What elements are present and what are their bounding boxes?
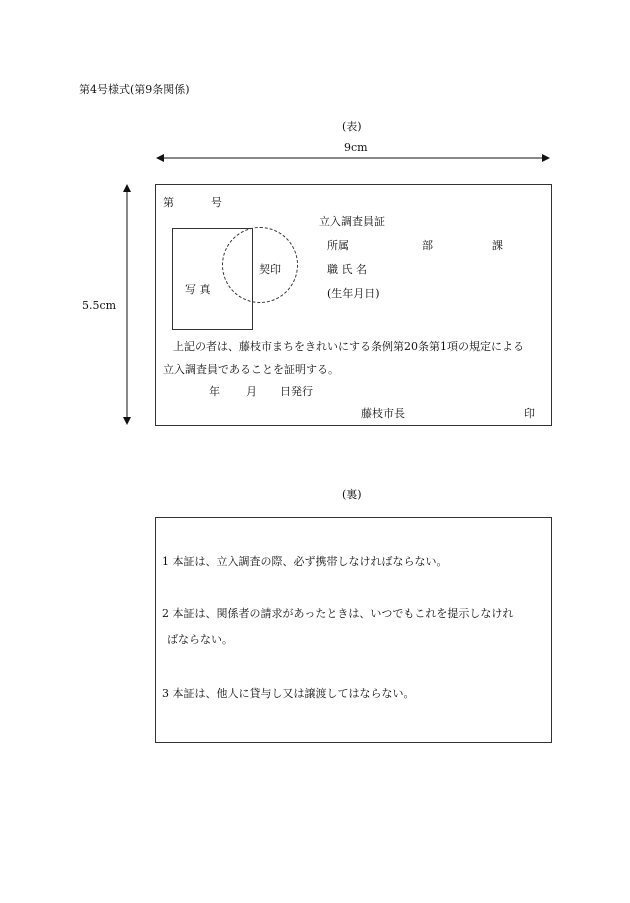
month-label: 月 <box>246 385 257 398</box>
back-item-3: 3 本証は、他人に貸与し又は譲渡してはならない。 <box>162 687 415 700</box>
back-item-2-line-1: 2 本証は、関係者の請求があったときは、いつでもこれを提示しなけれ <box>162 607 514 620</box>
back-item-1: 1 本証は、立入調査の際、必ず携帯しなければならない。 <box>162 555 448 568</box>
certify-line-1: 上記の者は、藤枝市まちをきれいにする条例第20条第1項の規定による <box>173 340 524 353</box>
width-label: 9cm <box>344 141 368 154</box>
number-label-2: 号 <box>211 196 222 209</box>
issuer-label: 藤枝市長 <box>361 407 405 420</box>
card-title: 立入調査員証 <box>319 215 385 228</box>
year-label: 年 <box>209 385 220 398</box>
front-label: (表) <box>342 120 362 133</box>
department-label: 部 <box>422 239 433 252</box>
day-issued-label: 日発行 <box>280 385 313 398</box>
certify-line-2: 立入調査員であることを証明する。 <box>163 363 339 376</box>
section-label: 課 <box>492 239 503 252</box>
back-label: (裏) <box>342 488 362 501</box>
birth-label: (生年月日) <box>327 287 380 300</box>
front-card <box>155 184 552 426</box>
stamp-label: 印 <box>524 407 535 420</box>
height-label: 5.5cm <box>82 299 117 312</box>
name-label: 職 氏 名 <box>327 263 367 276</box>
photo-label: 写 真 <box>185 283 211 296</box>
seal-label: 契印 <box>259 263 281 276</box>
number-label-1: 第 <box>163 196 174 209</box>
form-title: 第4号様式(第9条関係) <box>79 83 190 96</box>
back-card <box>155 517 552 743</box>
back-item-2-line-2: ばならない。 <box>167 633 233 646</box>
affiliation-label: 所属 <box>327 239 349 252</box>
